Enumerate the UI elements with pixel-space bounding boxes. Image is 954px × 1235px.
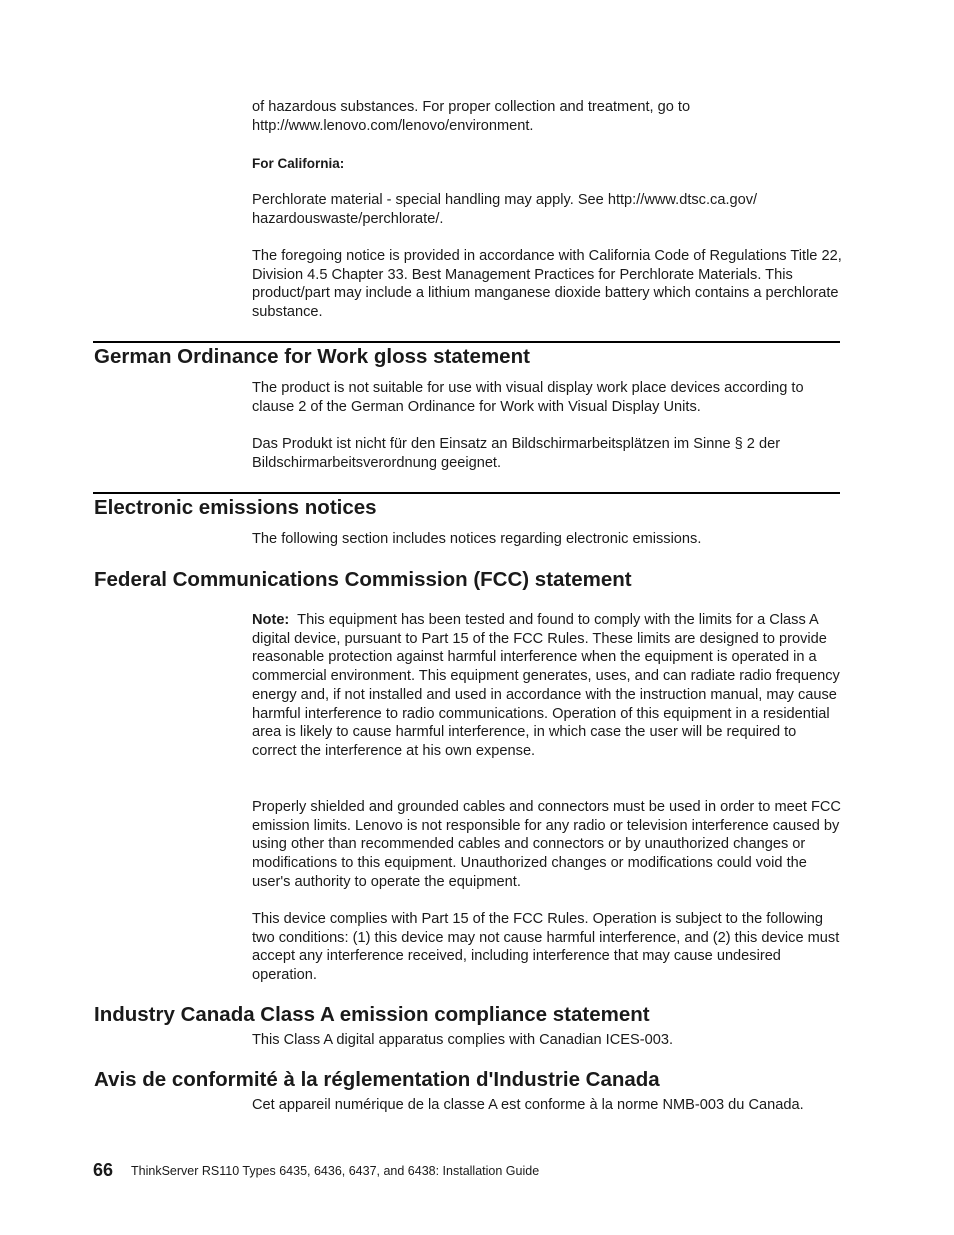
avis-paragraph: Cet appareil numérique de la classe A est conforme à la norme NMB-003 du Canada. (252, 1097, 804, 1113)
avis-heading: Avis de conformité à la réglementation d'Industrie Canada (94, 1068, 660, 1091)
fcc-note-paragraph (252, 611, 842, 761)
document-title: ThinkServer RS110 Types 6435, 6436, 6437, and 6438: Installation Guide (131, 1164, 540, 1178)
california-label: For California: (252, 156, 345, 171)
industry-canada-paragraph: This Class A digital apparatus complies with Canadian ICES-003. (252, 1032, 674, 1048)
fcc-heading: Federal Communications Commission (FCC) statement (94, 568, 632, 591)
page-number: 66 (93, 1160, 114, 1180)
section-rule (93, 341, 840, 343)
emissions-heading: Electronic emissions notices (94, 496, 377, 519)
german-german-paragraph: Das Produkt ist nicht für den Einsatz an Bildschirmarbeitsplätzen im Sinne § 2 der Bildschirmarbeitsverordnung geeignet. (252, 436, 781, 471)
perchlorate-paragraph: Perchlorate material - special handling may apply. See http://www.dtsc.ca.gov/ hazardouswaste/perchlorate/. (252, 192, 758, 227)
note-label: Note: (252, 612, 290, 628)
foregoing-paragraph: The foregoing notice is provided in accordance with California Code of Regulations Title 22, Division 4.5 Chapter 33. Best Management Practices for Perchlorate Materials. This product/part may include a lithium manganese dioxide battery which contains a perchlorate substance. (252, 248, 842, 321)
emissions-paragraph: The following section includes notices regarding electronic emissions. (252, 531, 702, 547)
note-text: This equipment has been tested and found to comply with the limits for a Class A digital device, pursuant to Part 15 of the FCC Rules. These limits are designed to provide reasonable protection against harmful interference when the equipment is operated in a commercial environment. This equipment generates, uses, and can radiate radio frequency energy and, if not installed and used in accordance with the instruction manual, may cause harmful interference to radio communications. Operation of this equipment in a residential area is likely to cause harmful interference, in which case the user will be required to correct the interference at his own expense. (252, 612, 840, 759)
fcc-cables-paragraph: Properly shielded and grounded cables and connectors must be used in order to meet FCC emission limits. Lenovo is not responsible for any radio or television interference caused by using other than recommended cables and connectors or by unauthorized changes or modifications to this equipment. Unauthorized changes or modifications could void the user's authority to operate the equipment. (252, 799, 841, 890)
fcc-part15-paragraph: This device complies with Part 15 of the FCC Rules. Operation is subject to the following two conditions: (1) this device may not cause harmful interference, and (2) this device must accept any interference received, including interference that may cause undesired operation. (252, 911, 840, 984)
section-rule (93, 492, 840, 494)
industry-canada-heading: Industry Canada Class A emission compliance statement (94, 1003, 650, 1026)
german-ordinance-heading: German Ordinance for Work gloss statement (94, 345, 530, 368)
german-english-paragraph: The product is not suitable for use with visual display work place devices according to clause 2 of the German Ordinance for Work with Visual Display Units. (252, 380, 804, 415)
hazardous-paragraph: of hazardous substances. For proper collection and treatment, go to http://www.lenovo.com/lenovo/environment. (252, 99, 691, 134)
